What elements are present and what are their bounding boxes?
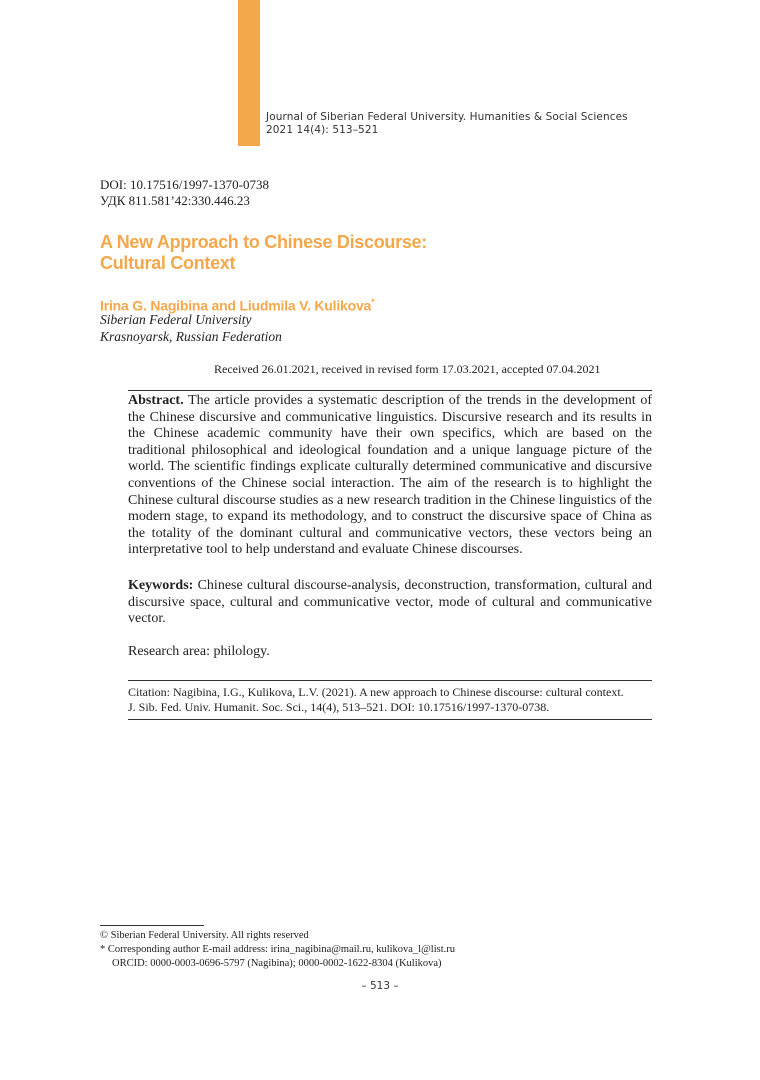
research-area: Research area: philology. bbox=[128, 644, 270, 659]
abstract-label: Abstract. bbox=[128, 393, 184, 408]
footnotes bbox=[100, 929, 455, 971]
corresponding-mark: * bbox=[371, 297, 375, 307]
title-line-1: A New Approach to Chinese Discourse: bbox=[100, 232, 427, 252]
journal-name: Journal of Siberian Federal University. Humanities & Social Sciences bbox=[266, 111, 628, 123]
keywords-text: Chinese cultural discourse-analysis, deconstruction, transformation, cultural and discursive space, cultural and communicative vector, mode of cultural and communicative vector. bbox=[128, 578, 652, 627]
keywords bbox=[128, 578, 652, 628]
citation-line-1: Citation: Nagibina, I.G., Kulikova, L.V. (2021). A new approach to Chinese discourse: cultural context. bbox=[128, 685, 624, 699]
citation bbox=[128, 685, 658, 715]
affiliation: Siberian Federal University bbox=[100, 312, 252, 327]
abstract-top-rule bbox=[128, 390, 652, 391]
footnote-orcid: ORCID: 0000-0003-0696-5797 (Nagibina); 0000-0002-1622-8304 (Kulikova) bbox=[112, 958, 442, 969]
udk: УДК 811.581’42:330.446.23 bbox=[100, 193, 250, 208]
affiliation-block bbox=[100, 311, 282, 345]
abstract-text: The article provides a systematic description of the trends in the development of the Chinese discursive and communicative linguistics. Discursive research and its results in the Chinese academic community have their own specifics, which are based on the traditional philosophical and ideological foundation and a unique language picture of the world. The scientific findings explicate culturally determined communicative and discursive conventions of the Chinese social interaction. The aim of the research is to highlight the Chinese cultural discourse studies as a new research tradition in the Chinese linguistics of the modern stage, to expand its methodology, and to construct the discursive space of China as the totality of the dominant cultural and communicative vectors, these vectors being an interpretative tool to help understand and evaluate Chinese discourses. bbox=[128, 393, 652, 558]
journal-accent-bar bbox=[238, 0, 260, 146]
citation-line-2: J. Sib. Fed. Univ. Humanit. Soc. Sci., 14(4), 513–521. DOI: 10.17516/1997-1370-0738. bbox=[128, 700, 550, 714]
article-identifiers bbox=[100, 177, 269, 209]
doi: DOI: 10.17516/1997-1370-0738 bbox=[100, 177, 269, 192]
author-names: Irina G. Nagibina and Liudmila V. Kulikova bbox=[100, 297, 372, 314]
footnote-rule bbox=[100, 925, 204, 926]
title-line-2: Cultural Context bbox=[100, 253, 236, 273]
citation-top-rule bbox=[128, 680, 652, 681]
received-dates: Received 26.01.2021, received in revised form 17.03.2021, accepted 07.04.2021 bbox=[214, 362, 601, 376]
citation-bottom-rule bbox=[128, 719, 652, 720]
location: Krasnoyarsk, Russian Federation bbox=[100, 329, 282, 344]
keywords-label: Keywords: bbox=[128, 578, 194, 593]
footnote-copyright: © Siberian Federal University. All rights reserved bbox=[100, 930, 309, 941]
journal-header bbox=[266, 111, 628, 137]
article-title bbox=[100, 232, 427, 274]
footnote-corresponding: * Corresponding author E-mail address: irina_nagibina@mail.ru, kulikova_l@list.ru bbox=[100, 944, 455, 955]
journal-issue: 2021 14(4): 513–521 bbox=[266, 124, 379, 136]
page-number: – 513 – bbox=[361, 980, 399, 992]
abstract bbox=[128, 393, 652, 559]
